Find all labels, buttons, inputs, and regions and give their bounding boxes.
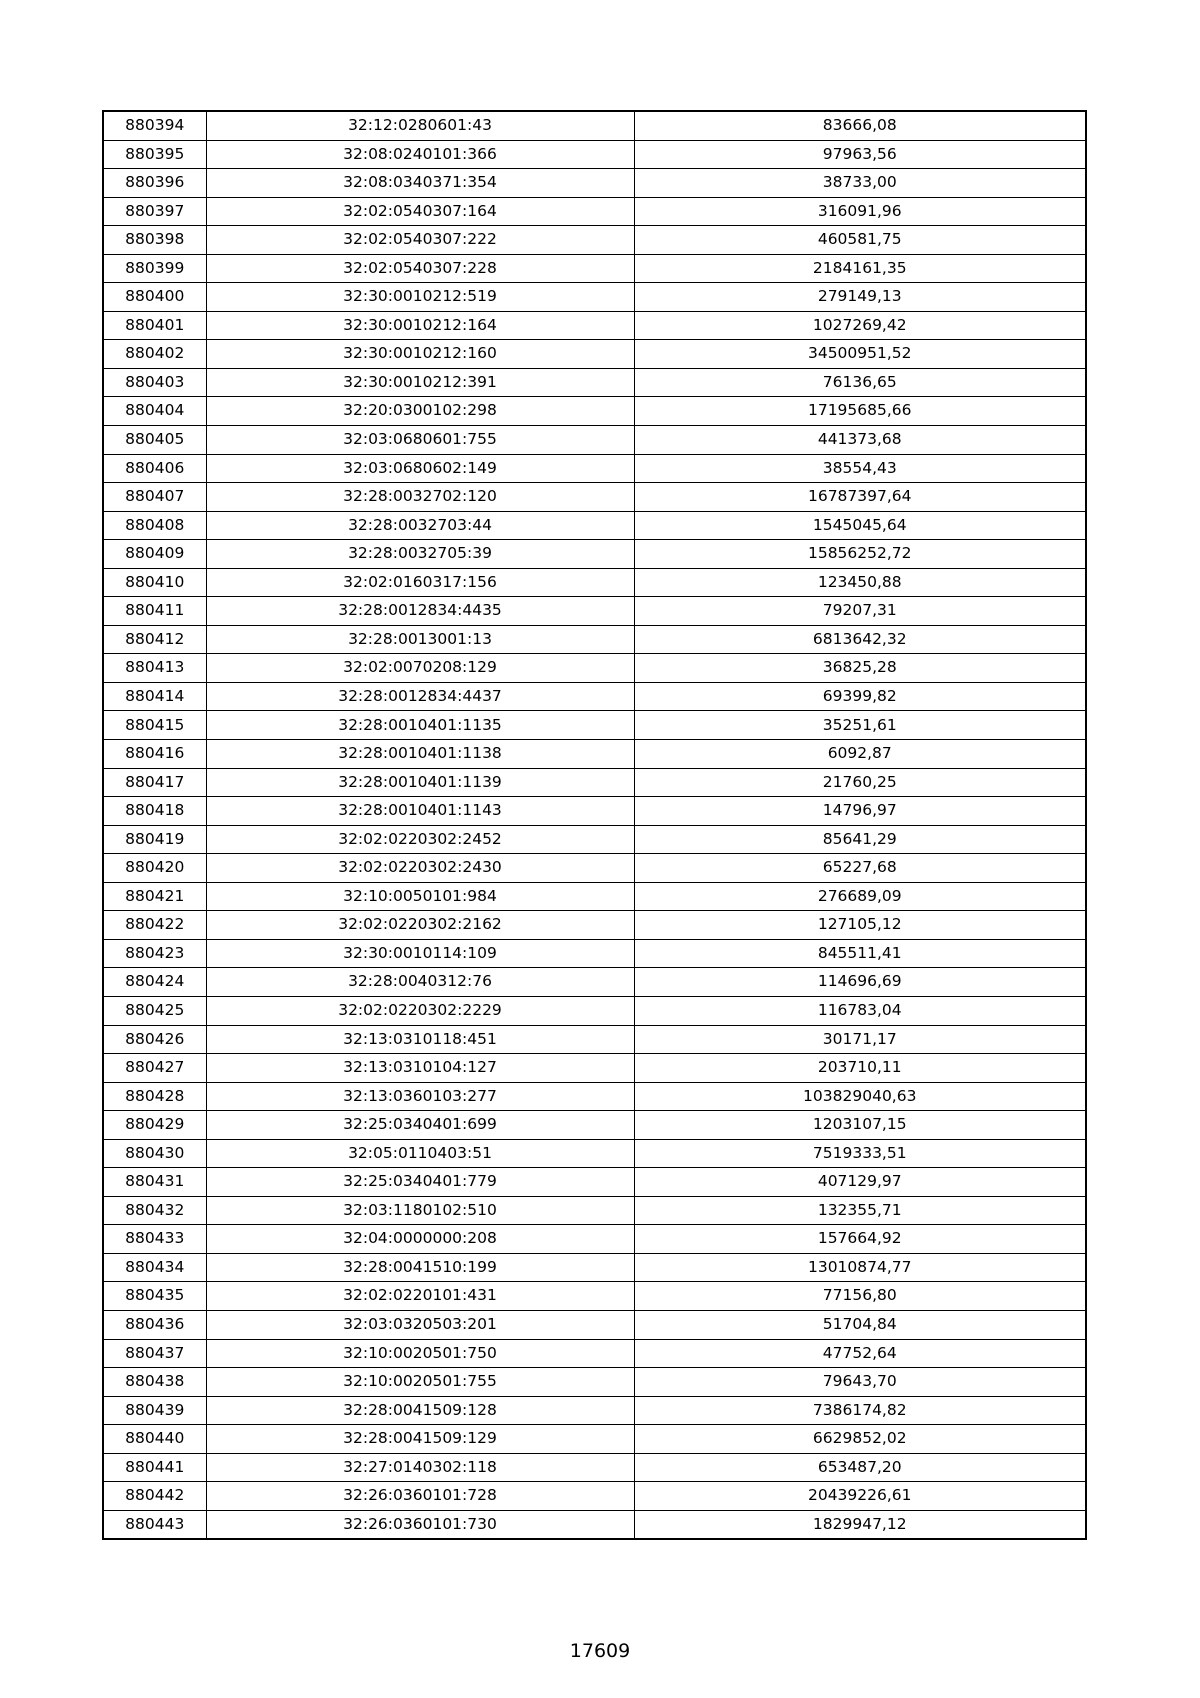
table-row: [103, 568, 1086, 597]
cadastral-number-cell: 32:30:0010114:109: [206, 939, 634, 968]
table-row: [103, 996, 1086, 1025]
table-row: [103, 854, 1086, 883]
cadastral-number-cell: 32:03:1180102:510: [206, 1196, 634, 1225]
table-row: [103, 454, 1086, 483]
row-id-cell: 880437: [103, 1339, 206, 1368]
cadastral-number-cell: 32:28:0041509:128: [206, 1396, 634, 1425]
value-cell: 123450,88: [634, 568, 1086, 597]
table-row: [103, 1339, 1086, 1368]
table-row: [103, 169, 1086, 198]
cadastral-number-cell: 32:03:0680602:149: [206, 454, 634, 483]
value-cell: 97963,56: [634, 140, 1086, 169]
table-row: [103, 511, 1086, 540]
row-id-cell: 880422: [103, 911, 206, 940]
page-number: 17609: [569, 1640, 631, 1662]
cadastral-number-cell: 32:28:0013001:13: [206, 625, 634, 654]
cadastral-number-cell: 32:28:0010401:1135: [206, 711, 634, 740]
table-row: [103, 426, 1086, 455]
cadastral-number-cell: 32:26:0360101:728: [206, 1482, 634, 1511]
row-id-cell: 880439: [103, 1396, 206, 1425]
cadastral-number-cell: 32:02:0220302:2452: [206, 825, 634, 854]
value-cell: 6092,87: [634, 740, 1086, 769]
table-row: [103, 140, 1086, 169]
value-cell: 34500951,52: [634, 340, 1086, 369]
cadastral-number-cell: 32:27:0140302:118: [206, 1453, 634, 1482]
row-id-cell: 880441: [103, 1453, 206, 1482]
value-cell: 38554,43: [634, 454, 1086, 483]
row-id-cell: 880425: [103, 996, 206, 1025]
cadastral-number-cell: 32:12:0280601:43: [206, 111, 634, 140]
table-row: [103, 254, 1086, 283]
value-cell: 845511,41: [634, 939, 1086, 968]
table-row: [103, 911, 1086, 940]
row-id-cell: 880432: [103, 1196, 206, 1225]
cadastral-number-cell: 32:20:0300102:298: [206, 397, 634, 426]
table-row: [103, 625, 1086, 654]
cadastral-number-cell: 32:28:0012834:4437: [206, 682, 634, 711]
table-row: [103, 483, 1086, 512]
row-id-cell: 880404: [103, 397, 206, 426]
row-id-cell: 880412: [103, 625, 206, 654]
table-row: [103, 283, 1086, 312]
row-id-cell: 880431: [103, 1168, 206, 1197]
value-cell: 16787397,64: [634, 483, 1086, 512]
table-row: [103, 397, 1086, 426]
table-row: [103, 968, 1086, 997]
row-id-cell: 880424: [103, 968, 206, 997]
cadastral-number-cell: 32:08:0240101:366: [206, 140, 634, 169]
row-id-cell: 880408: [103, 511, 206, 540]
cadastral-number-cell: 32:02:0540307:164: [206, 197, 634, 226]
cadastral-number-cell: 32:13:0310104:127: [206, 1054, 634, 1083]
value-cell: 65227,68: [634, 854, 1086, 883]
value-cell: 276689,09: [634, 882, 1086, 911]
table-row: [103, 1396, 1086, 1425]
cadastral-number-cell: 32:28:0032702:120: [206, 483, 634, 512]
cadastral-number-cell: 32:04:0000000:208: [206, 1225, 634, 1254]
cadastral-number-cell: 32:30:0010212:391: [206, 368, 634, 397]
row-id-cell: 880401: [103, 311, 206, 340]
row-id-cell: 880402: [103, 340, 206, 369]
value-cell: 7386174,82: [634, 1396, 1086, 1425]
table-row: [103, 939, 1086, 968]
value-cell: 114696,69: [634, 968, 1086, 997]
value-cell: 116783,04: [634, 996, 1086, 1025]
cadastral-number-cell: 32:28:0041510:199: [206, 1253, 634, 1282]
value-cell: 79207,31: [634, 597, 1086, 626]
table-row: [103, 882, 1086, 911]
value-cell: 7519333,51: [634, 1139, 1086, 1168]
value-cell: 51704,84: [634, 1310, 1086, 1339]
row-id-cell: 880438: [103, 1368, 206, 1397]
value-cell: 157664,92: [634, 1225, 1086, 1254]
table-row: [103, 1225, 1086, 1254]
cadastral-number-cell: 32:02:0540307:222: [206, 226, 634, 255]
value-cell: 21760,25: [634, 768, 1086, 797]
cadastral-number-cell: 32:02:0160317:156: [206, 568, 634, 597]
table-row: [103, 768, 1086, 797]
cadastral-number-cell: 32:10:0020501:755: [206, 1368, 634, 1397]
value-cell: 36825,28: [634, 654, 1086, 683]
cadastral-number-cell: 32:28:0040312:76: [206, 968, 634, 997]
row-id-cell: 880409: [103, 540, 206, 569]
data-table: [102, 110, 1087, 1540]
table-row: [103, 1453, 1086, 1482]
row-id-cell: 880435: [103, 1282, 206, 1311]
table-row: [103, 197, 1086, 226]
table-row: [103, 1425, 1086, 1454]
cadastral-number-cell: 32:25:0340401:699: [206, 1111, 634, 1140]
cadastral-number-cell: 32:10:0020501:750: [206, 1339, 634, 1368]
table-row: [103, 1368, 1086, 1397]
row-id-cell: 880396: [103, 169, 206, 198]
cadastral-number-cell: 32:02:0540307:228: [206, 254, 634, 283]
value-cell: 76136,65: [634, 368, 1086, 397]
row-id-cell: 880428: [103, 1082, 206, 1111]
table-row: [103, 1168, 1086, 1197]
value-cell: 38733,00: [634, 169, 1086, 198]
cadastral-number-cell: 32:26:0360101:730: [206, 1510, 634, 1539]
cadastral-number-cell: 32:13:0310118:451: [206, 1025, 634, 1054]
table-row: [103, 654, 1086, 683]
row-id-cell: 880421: [103, 882, 206, 911]
value-cell: 316091,96: [634, 197, 1086, 226]
row-id-cell: 880426: [103, 1025, 206, 1054]
cadastral-number-cell: 32:03:0680601:755: [206, 426, 634, 455]
table-row: [103, 1054, 1086, 1083]
value-cell: 69399,82: [634, 682, 1086, 711]
row-id-cell: 880395: [103, 140, 206, 169]
cadastral-number-cell: 32:10:0050101:984: [206, 882, 634, 911]
table-row: [103, 1139, 1086, 1168]
row-id-cell: 880436: [103, 1310, 206, 1339]
table-row: [103, 1196, 1086, 1225]
row-id-cell: 880429: [103, 1111, 206, 1140]
value-cell: 441373,68: [634, 426, 1086, 455]
cadastral-number-cell: 32:13:0360103:277: [206, 1082, 634, 1111]
row-id-cell: 880400: [103, 283, 206, 312]
row-id-cell: 880420: [103, 854, 206, 883]
value-cell: 407129,97: [634, 1168, 1086, 1197]
value-cell: 1027269,42: [634, 311, 1086, 340]
cadastral-number-cell: 32:02:0220302:2430: [206, 854, 634, 883]
row-id-cell: 880434: [103, 1253, 206, 1282]
table-row: [103, 226, 1086, 255]
row-id-cell: 880423: [103, 939, 206, 968]
value-cell: 279149,13: [634, 283, 1086, 312]
row-id-cell: 880398: [103, 226, 206, 255]
table-row: [103, 111, 1086, 140]
value-cell: 13010874,77: [634, 1253, 1086, 1282]
table-row: [103, 1482, 1086, 1511]
cadastral-number-cell: 32:02:0220101:431: [206, 1282, 634, 1311]
value-cell: 77156,80: [634, 1282, 1086, 1311]
table-row: [103, 597, 1086, 626]
row-id-cell: 880418: [103, 797, 206, 826]
cadastral-number-cell: 32:02:0220302:2229: [206, 996, 634, 1025]
value-cell: 1545045,64: [634, 511, 1086, 540]
table-row: [103, 1025, 1086, 1054]
value-cell: 14796,97: [634, 797, 1086, 826]
cadastral-number-cell: 32:28:0010401:1138: [206, 740, 634, 769]
row-id-cell: 880416: [103, 740, 206, 769]
cadastral-number-cell: 32:25:0340401:779: [206, 1168, 634, 1197]
table-row: [103, 825, 1086, 854]
row-id-cell: 880427: [103, 1054, 206, 1083]
table-row: [103, 682, 1086, 711]
cadastral-number-cell: 32:30:0010212:164: [206, 311, 634, 340]
cadastral-number-cell: 32:02:0220302:2162: [206, 911, 634, 940]
value-cell: 653487,20: [634, 1453, 1086, 1482]
row-id-cell: 880399: [103, 254, 206, 283]
table-row: [103, 1082, 1086, 1111]
cadastral-number-cell: 32:28:0010401:1139: [206, 768, 634, 797]
table-row: [103, 1282, 1086, 1311]
table-row: [103, 1310, 1086, 1339]
row-id-cell: 880433: [103, 1225, 206, 1254]
table-row: [103, 711, 1086, 740]
value-cell: 30171,17: [634, 1025, 1086, 1054]
row-id-cell: 880410: [103, 568, 206, 597]
row-id-cell: 880394: [103, 111, 206, 140]
value-cell: 85641,29: [634, 825, 1086, 854]
cadastral-number-cell: 32:30:0010212:160: [206, 340, 634, 369]
row-id-cell: 880406: [103, 454, 206, 483]
value-cell: 83666,08: [634, 111, 1086, 140]
value-cell: 17195685,66: [634, 397, 1086, 426]
value-cell: 35251,61: [634, 711, 1086, 740]
row-id-cell: 880413: [103, 654, 206, 683]
table-row: [103, 1253, 1086, 1282]
value-cell: 203710,11: [634, 1054, 1086, 1083]
row-id-cell: 880414: [103, 682, 206, 711]
cadastral-number-cell: 32:05:0110403:51: [206, 1139, 634, 1168]
value-cell: 15856252,72: [634, 540, 1086, 569]
row-id-cell: 880430: [103, 1139, 206, 1168]
table-row: [103, 1111, 1086, 1140]
row-id-cell: 880407: [103, 483, 206, 512]
value-cell: 127105,12: [634, 911, 1086, 940]
table-row: [103, 311, 1086, 340]
value-cell: 103829040,63: [634, 1082, 1086, 1111]
row-id-cell: 880403: [103, 368, 206, 397]
cadastral-number-cell: 32:08:0340371:354: [206, 169, 634, 198]
table-row: [103, 340, 1086, 369]
row-id-cell: 880442: [103, 1482, 206, 1511]
row-id-cell: 880411: [103, 597, 206, 626]
table-row: [103, 797, 1086, 826]
row-id-cell: 880440: [103, 1425, 206, 1454]
value-cell: 6813642,32: [634, 625, 1086, 654]
cadastral-number-cell: 32:28:0010401:1143: [206, 797, 634, 826]
table-row: [103, 1510, 1086, 1539]
cadastral-number-cell: 32:28:0012834:4435: [206, 597, 634, 626]
table-row: [103, 540, 1086, 569]
table-body: [103, 111, 1086, 1539]
value-cell: 1203107,15: [634, 1111, 1086, 1140]
table-row: [103, 740, 1086, 769]
value-cell: 132355,71: [634, 1196, 1086, 1225]
value-cell: 47752,64: [634, 1339, 1086, 1368]
value-cell: 460581,75: [634, 226, 1086, 255]
cadastral-number-cell: 32:28:0041509:129: [206, 1425, 634, 1454]
row-id-cell: 880397: [103, 197, 206, 226]
cadastral-number-cell: 32:30:0010212:519: [206, 283, 634, 312]
row-id-cell: 880405: [103, 426, 206, 455]
value-cell: 79643,70: [634, 1368, 1086, 1397]
value-cell: 6629852,02: [634, 1425, 1086, 1454]
value-cell: 2184161,35: [634, 254, 1086, 283]
row-id-cell: 880419: [103, 825, 206, 854]
cadastral-number-cell: 32:02:0070208:129: [206, 654, 634, 683]
row-id-cell: 880415: [103, 711, 206, 740]
value-cell: 20439226,61: [634, 1482, 1086, 1511]
table-row: [103, 368, 1086, 397]
value-cell: 1829947,12: [634, 1510, 1086, 1539]
row-id-cell: 880443: [103, 1510, 206, 1539]
cadastral-number-cell: 32:28:0032705:39: [206, 540, 634, 569]
cadastral-number-cell: 32:03:0320503:201: [206, 1310, 634, 1339]
row-id-cell: 880417: [103, 768, 206, 797]
cadastral-number-cell: 32:28:0032703:44: [206, 511, 634, 540]
